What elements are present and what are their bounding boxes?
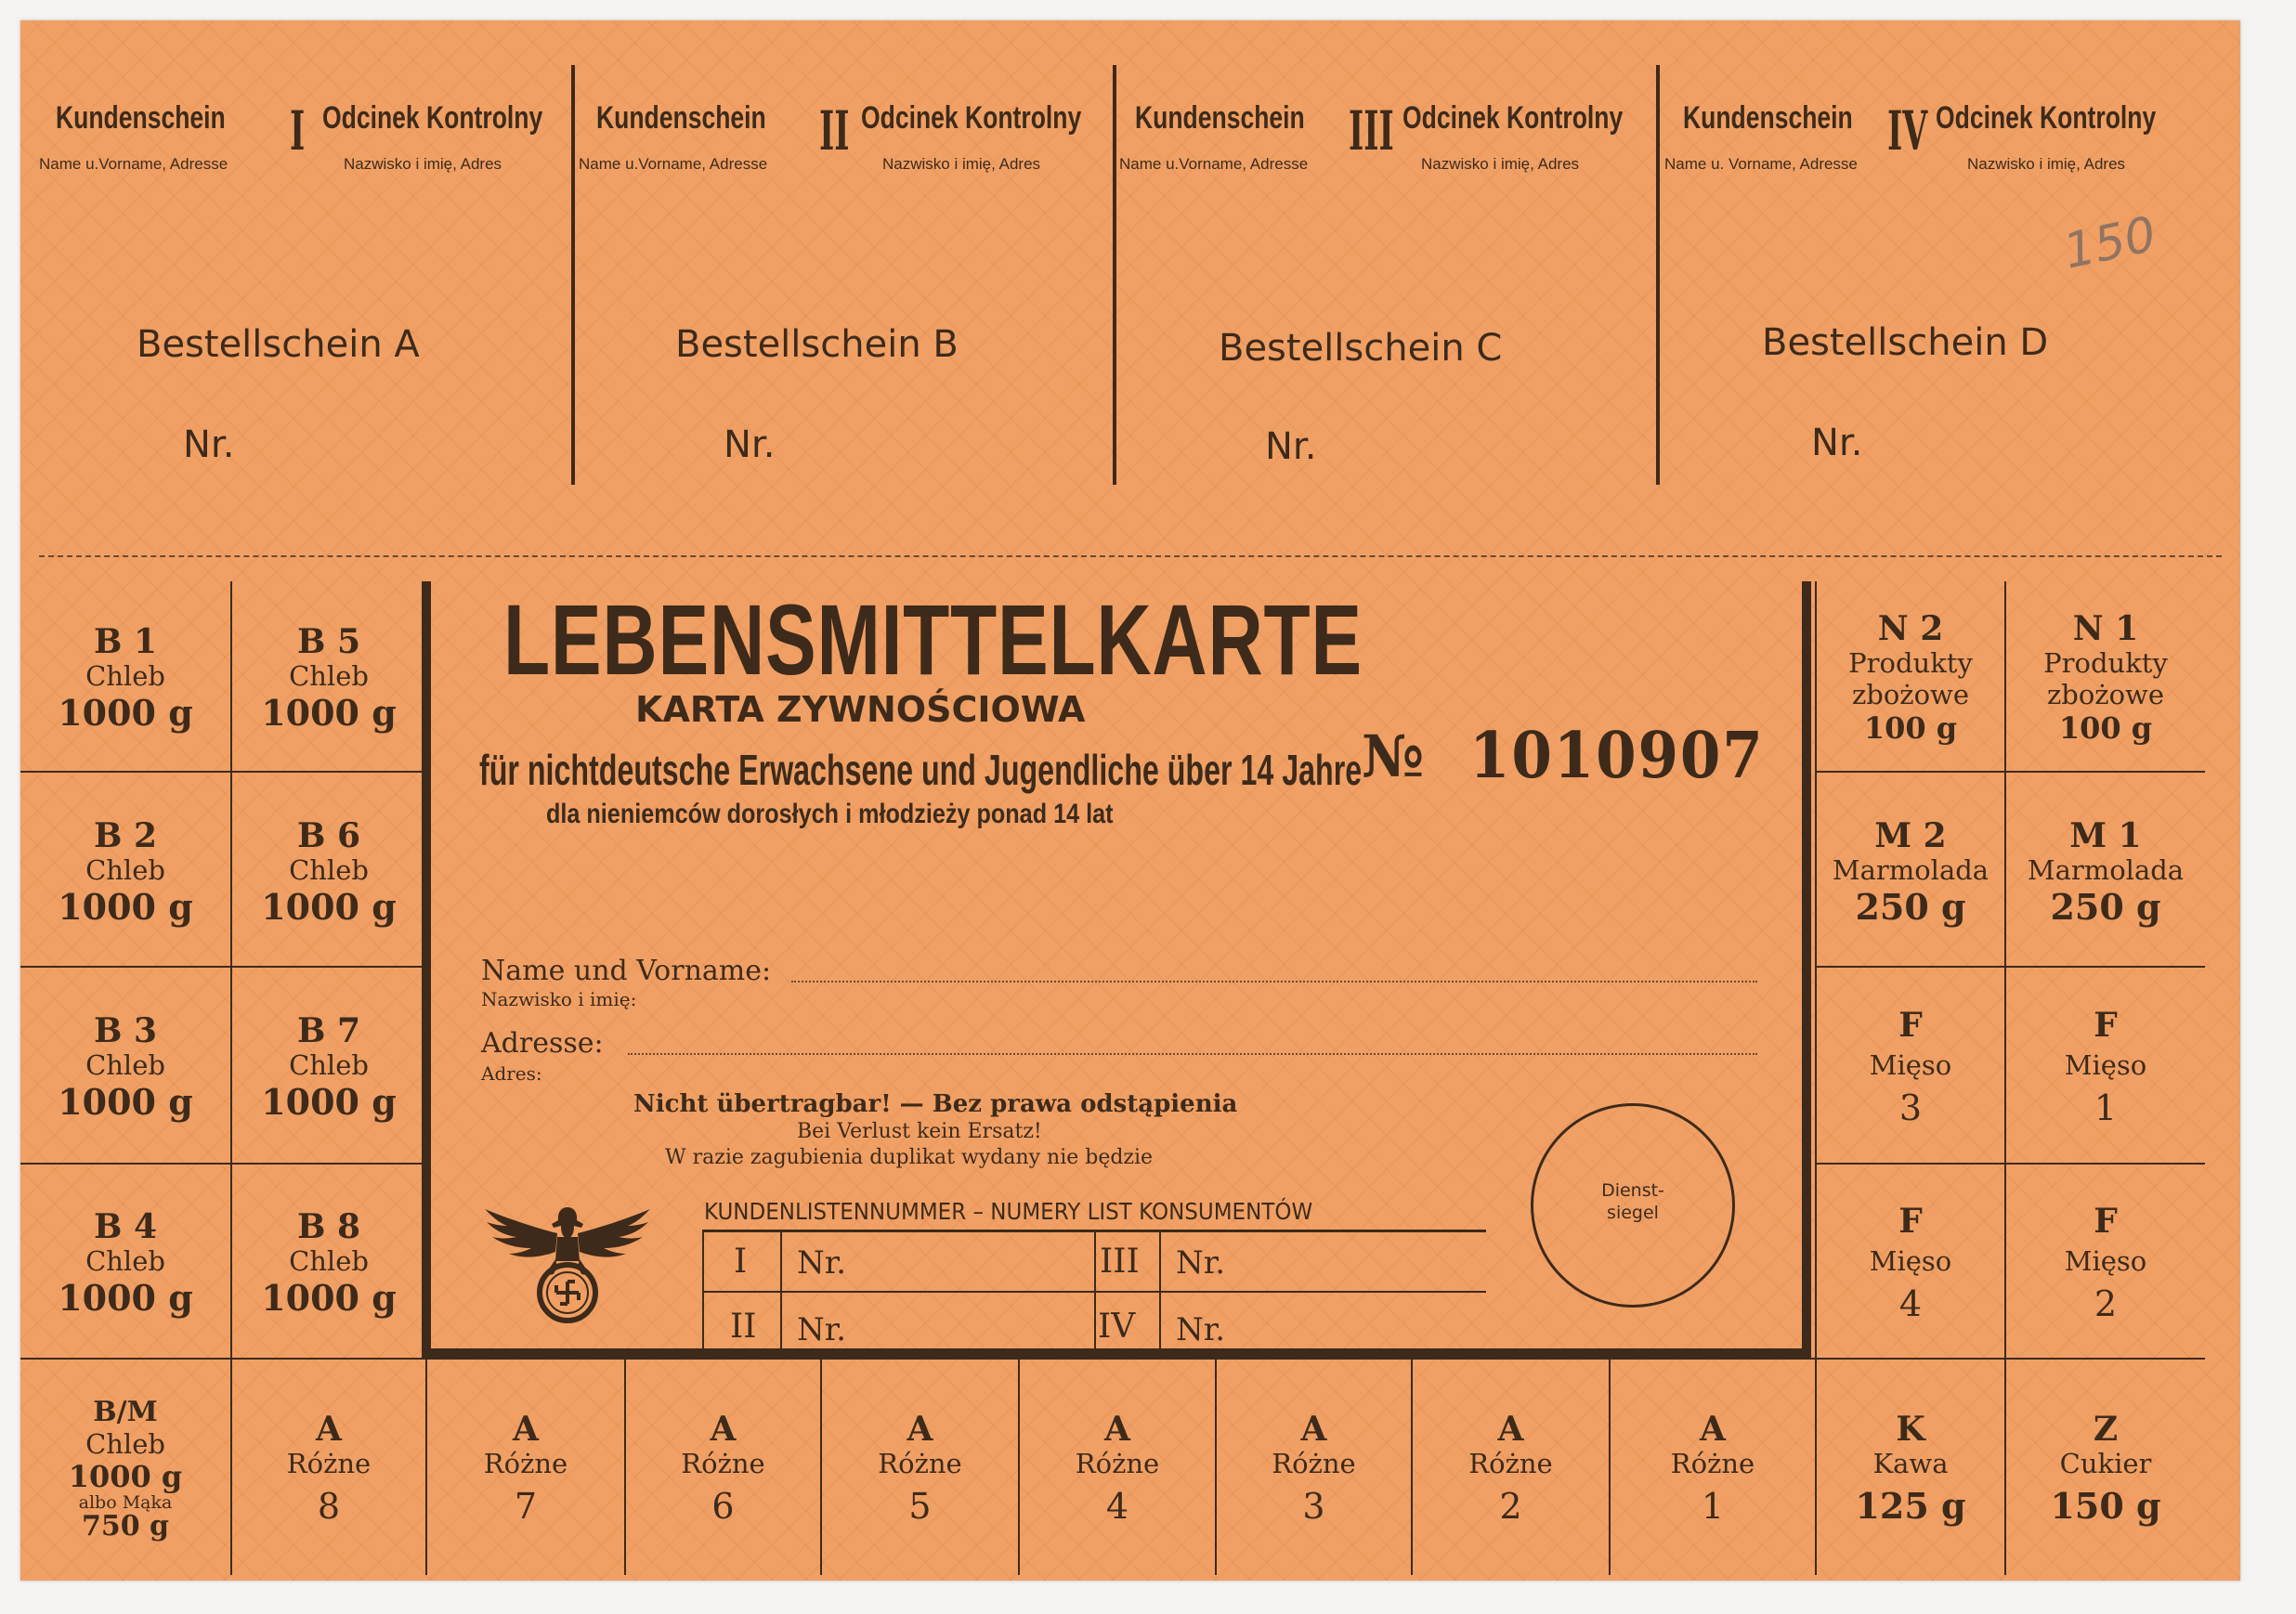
address-label: Adresse: xyxy=(481,1027,604,1060)
coupon-name: Mięso xyxy=(1869,1245,1952,1277)
official-seal-label: Dienst-siegel xyxy=(1601,1180,1664,1223)
coupon-name: Różne xyxy=(1075,1448,1160,1479)
name-field-line xyxy=(791,981,1757,983)
coupon-amount: 100 g xyxy=(2058,710,2153,746)
coupon-meat xyxy=(1817,973,2004,1163)
odcinek-label: Odcinek Kontrolny xyxy=(1402,100,1624,136)
stub-divider xyxy=(571,65,575,485)
coupon-amount: 5 xyxy=(908,1486,932,1527)
name-label-pl: Nazwisko i imię: xyxy=(481,988,637,1010)
coupon-cereal xyxy=(1817,585,2004,771)
coupon-misc xyxy=(1020,1363,1215,1575)
kundenschein-sublabel: Name u.Vorname, Adresse xyxy=(579,155,768,173)
coupon-name: Chleb xyxy=(289,660,369,692)
stub-divider xyxy=(1113,65,1116,485)
bestellschein-nr: Nr. xyxy=(1265,425,1317,468)
coupon-misc xyxy=(1611,1363,1815,1575)
perforation-line xyxy=(39,555,2222,557)
coupon-amount: 1000 g xyxy=(58,886,193,928)
coupon-amount: 2 xyxy=(1499,1486,1522,1527)
address-label-pl: Adres: xyxy=(481,1062,542,1085)
coupon-code: A xyxy=(907,1410,933,1449)
coupon-code: F xyxy=(1898,1006,1923,1045)
coupon-amount: 250 g xyxy=(1855,886,1966,928)
coupon-name: Produkty zbożowe xyxy=(2043,647,2168,710)
card-number: 1010907 xyxy=(1469,719,1765,793)
kundenschein-label: Kundenschein xyxy=(596,100,766,136)
grid-line xyxy=(20,966,427,968)
warning-no-duplicate: W razie zagubienia duplikat wydany nie będzie xyxy=(665,1146,1154,1169)
kundenschein-label: Kundenschein xyxy=(56,100,226,136)
coupon-meat xyxy=(1817,1170,2004,1358)
odcinek-sublabel: Nazwisko i imię, Adres xyxy=(882,155,1041,173)
coupon-name: Chleb xyxy=(85,1049,165,1081)
coupon-code: N 2 xyxy=(1877,609,1944,648)
coupon-code: M 1 xyxy=(2069,816,2142,855)
coupon-amount: 1000 g xyxy=(58,692,193,734)
coupon-name: Produkty zbożowe xyxy=(1848,647,1973,710)
coupon-amount: 100 g xyxy=(1863,710,1958,746)
bestellschein-label: Bestellschein C xyxy=(1219,327,1503,370)
coupon-code: Z xyxy=(2093,1410,2119,1449)
card-title: LEBENSMITTELKARTE xyxy=(503,583,1363,696)
coupon-amount: 3 xyxy=(1898,1087,1923,1128)
coupon-code: A xyxy=(1497,1410,1524,1449)
coupon-code: B 3 xyxy=(93,1011,157,1050)
bestellschein-label: Bestellschein A xyxy=(137,323,420,366)
coupon-name: Różne xyxy=(1272,1448,1356,1479)
coupon-amount: 3 xyxy=(1302,1486,1325,1527)
odcinek-label: Odcinek Kontrolny xyxy=(861,100,1082,136)
coupon-meat xyxy=(2006,973,2205,1163)
coupon-misc xyxy=(1413,1363,1609,1575)
coupon-name: Mięso xyxy=(2064,1049,2147,1081)
coupon-code: A xyxy=(513,1410,539,1449)
coupon-name: Cukier xyxy=(2059,1448,2152,1479)
coupon-amount: 250 g xyxy=(2050,886,2161,928)
kundenschein-sublabel: Name u.Vorname, Adresse xyxy=(1119,155,1309,173)
coupon-coffee xyxy=(1817,1363,2004,1575)
kundenliste-roman: IV xyxy=(1098,1308,1136,1346)
coupon-name: Różne xyxy=(878,1448,962,1479)
coupon-name: Różne xyxy=(286,1448,372,1479)
coupon-amount: 8 xyxy=(317,1486,341,1527)
kundenliste-roman: II xyxy=(730,1308,757,1346)
coupon-code: F xyxy=(1898,1202,1923,1241)
name-label: Name und Vorname: xyxy=(481,955,772,987)
kundenliste-nr: Nr. xyxy=(1176,1311,1226,1348)
coupon-bread xyxy=(232,587,425,771)
grid-line xyxy=(1815,966,2205,968)
card-number-sign: № xyxy=(1362,722,1425,790)
coupon-amount: 4 xyxy=(1898,1283,1923,1324)
coupon-code: B 7 xyxy=(296,1011,360,1050)
coupon-name: Mięso xyxy=(2064,1245,2147,1277)
kundenliste-line xyxy=(1094,1231,1096,1348)
coupon-name: Chleb xyxy=(85,854,165,886)
kundenliste-nr: Nr. xyxy=(797,1244,847,1282)
coupon-code: B/M xyxy=(93,1396,158,1428)
coupon-name: Chleb xyxy=(289,1049,369,1081)
coupon-name: Marmolada xyxy=(2027,854,2185,886)
coupon-name: Różne xyxy=(1468,1448,1553,1479)
coupon-code: B 2 xyxy=(93,816,157,855)
coupon-amount: 1000 g xyxy=(261,1277,397,1319)
coupon-amount: 1 xyxy=(2094,1087,2118,1128)
coupon-name: Różne xyxy=(681,1448,765,1479)
odcinek-sublabel: Nazwisko i imię, Adres xyxy=(1967,155,2126,173)
coupon-name: Różne xyxy=(483,1448,568,1479)
stub-roman-numeral: IV xyxy=(1887,99,1928,163)
coupon-meat xyxy=(2006,1170,2205,1358)
odcinek-sublabel: Nazwisko i imię, Adres xyxy=(1421,155,1580,173)
kundenliste-line xyxy=(1159,1231,1161,1348)
odcinek-label: Odcinek Kontrolny xyxy=(322,100,543,136)
coupon-bread xyxy=(232,780,425,966)
kundenschein-sublabel: Name u.Vorname, Adresse xyxy=(39,155,228,173)
coupon-amount: 1000 g xyxy=(68,1459,183,1494)
coupon-code: K xyxy=(1896,1410,1925,1449)
coupon-code: F xyxy=(2094,1202,2118,1241)
kundenliste-roman: I xyxy=(734,1243,748,1281)
warning-not-transferable: Nicht übertragbar! — Bez prawa odstąpienia xyxy=(633,1090,1238,1118)
coupon-name: Chleb xyxy=(85,660,165,692)
coupon-name: Mięso xyxy=(1869,1049,1952,1081)
address-field-line xyxy=(628,1053,1757,1055)
stub-roman-numeral: III xyxy=(1349,99,1394,163)
coupon-bread xyxy=(20,587,230,771)
kundenschein-label: Kundenschein xyxy=(1683,100,1853,136)
odcinek-label: Odcinek Kontrolny xyxy=(1936,100,2157,136)
ration-card xyxy=(20,20,2240,1581)
coupon-name: Chleb xyxy=(289,854,369,886)
coupon-cereal xyxy=(2006,585,2205,771)
eligibility-pl: dla nieniemców dorosłych i młodzieży ponad 14 lat xyxy=(546,799,1114,829)
coupon-code: A xyxy=(316,1410,342,1449)
coupon-misc xyxy=(822,1363,1018,1575)
coupon-code: B 5 xyxy=(296,622,360,661)
coupon-jam xyxy=(1817,780,2004,966)
coupon-bread-or-flour xyxy=(20,1363,230,1575)
kundenliste-header: KUNDENLISTENNUMMER – NUMERY LIST KONSUMENTÓW xyxy=(704,1198,1313,1225)
coupon-code: A xyxy=(1300,1410,1327,1449)
coupon-code: M 2 xyxy=(1874,816,1947,855)
coupon-bread xyxy=(232,973,425,1163)
coupon-code: B 1 xyxy=(93,622,157,661)
coupon-code: A xyxy=(710,1410,737,1449)
card-subtitle-pl: KARTA ZYWNOŚCIOWA xyxy=(635,689,1086,730)
coupon-code: A xyxy=(1700,1410,1726,1449)
coupon-amount: 150 g xyxy=(2050,1485,2161,1527)
coupon-amount: 125 g xyxy=(1855,1485,1966,1527)
coupon-misc xyxy=(626,1363,820,1575)
coupon-code: A xyxy=(1104,1410,1130,1449)
bestellschein-nr: Nr. xyxy=(183,423,235,466)
eligibility-de: für nichtdeutsche Erwachsene und Jugendliche über 14 Jahre xyxy=(479,746,1363,794)
kundenliste-roman: III xyxy=(1100,1243,1140,1281)
pencil-note: 150 xyxy=(2058,206,2161,280)
coupon-name: Chleb xyxy=(85,1428,165,1460)
grid-line xyxy=(1815,771,2205,773)
coupon-alt-label: albo Mąka xyxy=(78,1492,173,1513)
top-stubs xyxy=(20,20,2240,522)
coupon-bread xyxy=(20,973,230,1163)
coupon-name: Chleb xyxy=(85,1245,165,1277)
eagle-emblem-icon xyxy=(479,1196,656,1335)
coupon-amount: 1000 g xyxy=(58,1081,193,1123)
coupon-amount: 2 xyxy=(2094,1283,2118,1324)
coupon-misc xyxy=(1217,1363,1411,1575)
coupon-code: B 8 xyxy=(296,1207,360,1246)
stub-roman-numeral: II xyxy=(819,99,850,163)
odcinek-sublabel: Nazwisko i imię, Adres xyxy=(344,155,502,173)
kundenliste-line xyxy=(780,1231,782,1348)
coupon-misc xyxy=(232,1363,425,1575)
coupon-bread xyxy=(20,780,230,966)
coupon-misc xyxy=(427,1363,624,1575)
coupon-amount: 1000 g xyxy=(261,692,397,734)
warning-no-replacement: Bei Verlust kein Ersatz! xyxy=(797,1120,1042,1143)
bestellschein-nr: Nr. xyxy=(724,423,776,466)
coupon-bread xyxy=(232,1170,425,1358)
coupon-amount: 7 xyxy=(514,1486,538,1527)
coupon-code: N 1 xyxy=(2072,609,2139,648)
coupon-amount: 4 xyxy=(1105,1486,1129,1527)
grid-line xyxy=(20,1163,427,1165)
kundenliste-nr: Nr. xyxy=(1176,1244,1226,1282)
bestellschein-label: Bestellschein D xyxy=(1762,321,2049,364)
coupon-code: B 6 xyxy=(296,816,360,855)
grid-line xyxy=(20,771,427,773)
kundenschein-label: Kundenschein xyxy=(1135,100,1305,136)
grid-line xyxy=(20,1358,2205,1360)
coupon-name: Kawa xyxy=(1872,1448,1949,1479)
kundenliste-nr: Nr. xyxy=(797,1311,847,1348)
coupon-jam xyxy=(2006,780,2205,966)
coupon-amount: 1 xyxy=(1701,1486,1725,1527)
bestellschein-label: Bestellschein B xyxy=(675,323,959,366)
kundenschein-sublabel: Name u. Vorname, Adresse xyxy=(1664,155,1858,173)
bestellschein-nr: Nr. xyxy=(1811,422,1863,464)
coupon-code: F xyxy=(2094,1006,2118,1045)
coupon-name: Różne xyxy=(1670,1448,1755,1479)
coupon-alt-amount: 750 g xyxy=(81,1510,170,1542)
kundenliste-line xyxy=(702,1231,704,1348)
coupon-amount: 6 xyxy=(711,1486,735,1527)
coupon-name: Marmolada xyxy=(1832,854,1989,886)
coupon-amount: 1000 g xyxy=(261,1081,397,1123)
coupon-name: Chleb xyxy=(289,1245,369,1277)
grid-line xyxy=(1815,1163,2205,1165)
coupon-amount: 1000 g xyxy=(58,1277,193,1319)
coupon-code: B 4 xyxy=(93,1207,157,1246)
coupon-sugar xyxy=(2006,1363,2205,1575)
stub-roman-numeral: I xyxy=(290,99,306,163)
coupon-bread xyxy=(20,1170,230,1358)
stub-divider xyxy=(1656,65,1660,485)
coupon-amount: 1000 g xyxy=(261,886,397,928)
